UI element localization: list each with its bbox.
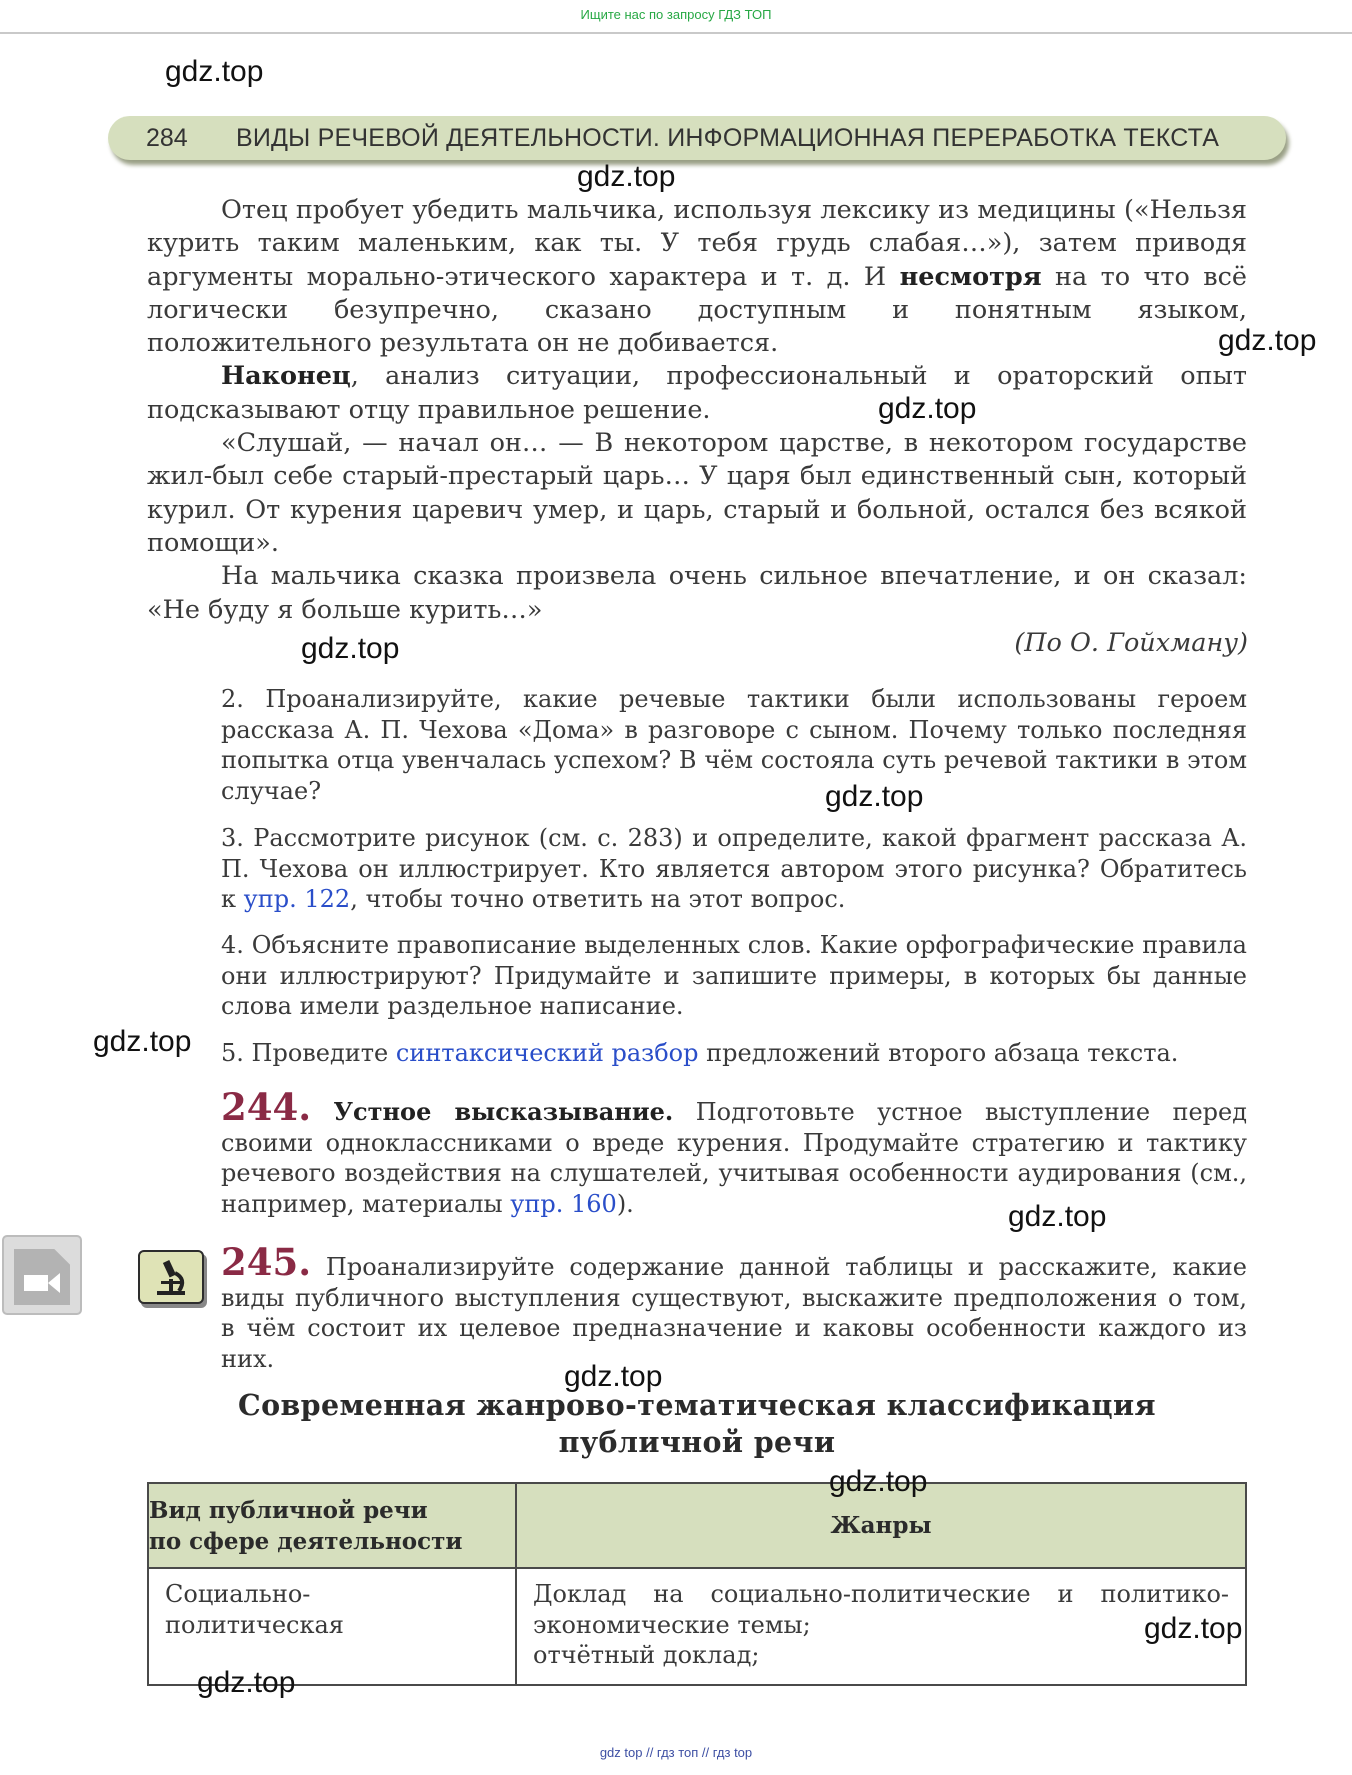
text-run: , чтобы точно ответить на этот вопрос. [350,885,846,913]
cell-text: Доклад на социально-политические и политико-экономические темы; [533,1580,1229,1639]
exercise-link-122[interactable]: упр. 122 [243,885,351,913]
text-run: предложений второго абзаца текста. [698,1039,1179,1067]
cell-text: отчётный доклад; [533,1641,760,1669]
watermark: gdz.top [301,632,400,665]
watermark: gdz.top [825,780,924,813]
text-run: 5. Проведите [221,1039,396,1067]
table-title-line2: публичной речи [558,1425,836,1459]
microscope-icon [138,1250,204,1304]
exercise-label: Устное высказывание. [333,1097,674,1126]
paragraph [147,427,1247,560]
exercise-245 [221,1240,1247,1374]
header-line: по сфере деятельности [149,1527,463,1555]
table-cell: Социально-политическая [148,1568,516,1685]
watermark: gdz.top [93,1025,192,1058]
page-number: 284 [146,124,188,152]
text-run: На мальчика сказка произвела очень сильное впечатление, и он сказал: «Не буду я больше курить…» [147,561,1247,625]
text-run: «Слушай, — начал он… — В некотором царстве, в некотором государстве жил-был себе старый-престарый царь… У царя был единственный сын, который курил. От курения царевич умер, и царь, старый и больной, остался без всякой помощи». [147,428,1247,558]
watermark: gdz.top [1218,324,1317,357]
watermark: gdz.top [829,1465,928,1498]
story-text [147,194,1247,627]
table-row [148,1568,1246,1685]
watermark: gdz.top [197,1666,296,1699]
highlighted-word: несмотря [899,261,1042,292]
paragraph [147,194,1247,360]
source-attribution: (По О. Гойхману) [1014,628,1248,658]
highlighted-word: Наконец [221,361,351,392]
watermark: gdz.top [1008,1200,1107,1233]
watermark: gdz.top [1144,1612,1243,1645]
text-run: Проанализируйте содержание данной таблицы и расскажите, какие виды публичного выступления существуют, выскажите предположения о том, в чём состоит их целевое предназначение и каковы особенности каждого из них. [221,1253,1247,1373]
table-cell [516,1568,1246,1685]
text-run: Подготовьте устное выступление перед своими одноклассниками о вреде курения. Продумайте стратегию и тактику речевого воздействия на слушателей, учитывая особенности аудирования (см., например, материалы [221,1098,1247,1218]
exercise-link-160[interactable]: упр. 160 [510,1189,617,1218]
table-title-line1: Современная жанрово-тематическая классификация [237,1388,1156,1422]
text-run: Отец пробует убедить мальчика, используя лексику из медицины («Нельзя курить таким маленьким, как ты. У тебя грудь слабая…»), затем приводя аргументы морально-этического характера и т. д. И [147,195,1247,292]
text-run: , анализ ситуации, профессиональный и ораторский опыт подсказывают отцу правильное решение. [147,361,1247,425]
paragraph [147,360,1247,427]
video-file-icon[interactable] [2,1235,82,1315]
text-run: 3. Рассмотрите рисунок (см. с. 283) и определите, какой фрагмент рассказа А. П. Чехова он иллюстрирует. Кто является автором этого рисунка? Обратитесь к [221,824,1247,913]
running-header [108,116,1286,160]
exercise-number: 244. [221,1085,312,1129]
task-3 [221,823,1247,915]
text-run: на то что всё логически безупречно, сказано доступным и понятным языком, положительного результата он не добивается. [147,261,1247,359]
column-header: Жанры [516,1483,1246,1568]
text-run: ). [616,1189,634,1218]
column-header [148,1483,516,1568]
chapter-title: ВИДЫ РЕЧЕВОЙ ДЕЯТЕЛЬНОСТИ. ИНФОРМАЦИОННАЯ ПЕРЕРАБОТКА ТЕКСТА [236,124,1220,152]
task-5 [221,1038,1247,1069]
table-header-row [148,1483,1246,1568]
classification-table [147,1482,1247,1686]
footer-links[interactable]: gdz top // гдз топ // гдз top [599,1745,753,1760]
paragraph [147,560,1247,627]
syntax-analysis-link[interactable]: синтаксический разбор [395,1039,699,1067]
header-line: Вид публичной речи [149,1496,428,1524]
watermark: gdz.top [564,1360,663,1393]
exercise-number: 245. [221,1240,312,1284]
watermark: gdz.top [577,160,676,193]
watermark: gdz.top [165,55,264,88]
watermark: gdz.top [878,392,977,425]
top-banner [0,0,1352,34]
task-2: 2. Проанализируйте, какие речевые тактики были использованы героем рассказа А. П. Чехова «Дома» в разговоре с сыном. Почему только последняя попытка отца увенчалась успехом? В чём состояла суть речевой тактики в этом случае? [221,685,1247,805]
task-4: 4. Объясните правописание выделенных слов. Какие орфографические правила они иллюстрируют? Придумайте и запишите примеры, в которых бы данные слова имели раздельное написание. [221,931,1247,1020]
top-banner-text: Ищите нас по запросу ГДЗ ТОП [580,7,772,22]
